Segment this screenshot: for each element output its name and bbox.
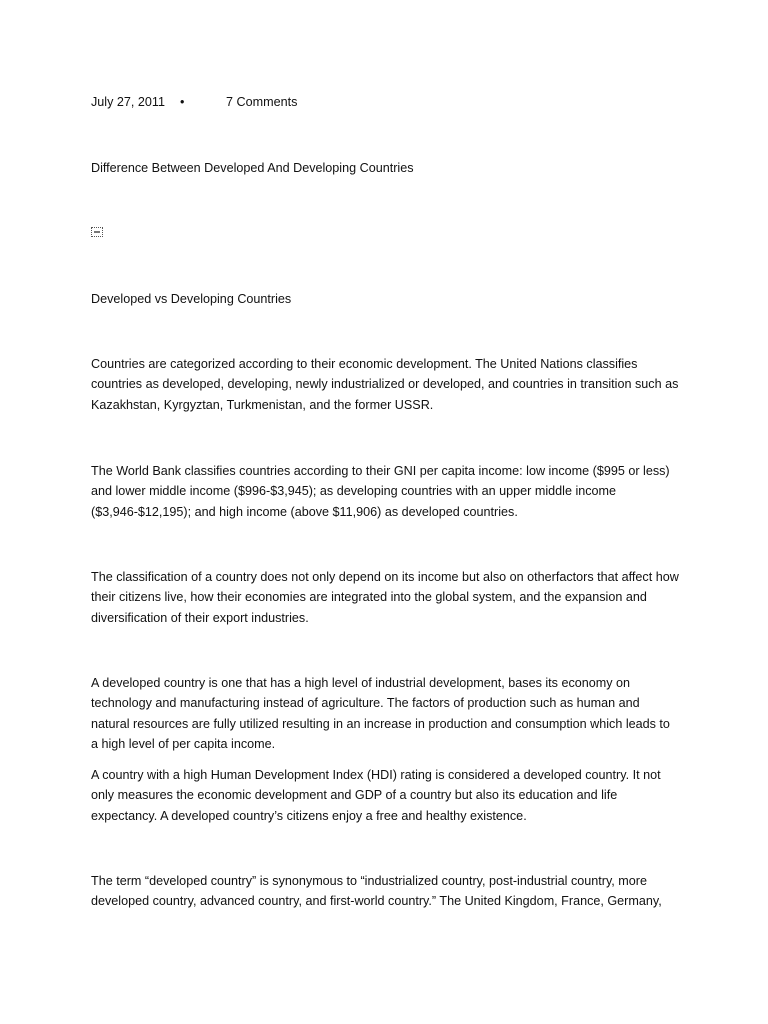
article-title: Difference Between Developed And Developing Countries	[91, 161, 414, 175]
bullet-separator: •	[180, 95, 185, 109]
comments-link[interactable]: 7 Comments	[226, 95, 298, 109]
post-meta	[91, 94, 297, 110]
paragraph-2: The World Bank classifies countries according to their GNI per capita income: low income ($995 or less) and lower middle income ($996-$3,945); as developing countries with an upper middle income ($3,946-$12,195); and high income (above $11,906) as developed countries.	[91, 464, 670, 519]
article-subtitle: Developed vs Developing Countries	[91, 292, 292, 306]
paragraph-5: A country with a high Human Development Index (HDI) rating is considered a developed country. It not only measures the economic development and GDP of a country but also its education and life expectancy. A developed country’s citizens enjoy a free and healthy existence.	[91, 768, 661, 823]
paragraph-1: Countries are categorized according to their economic development. The United Nations classifies countries as developed, developing, newly industrialized or developed, and countries in transition such as Kazakhstan, Kyrgyztan, Turkmenistan, and the former USSR.	[91, 357, 679, 412]
broken-image-icon	[91, 227, 103, 237]
post-date: July 27, 2011	[91, 95, 165, 109]
paragraph-3: The classification of a country does not only depend on its income but also on otherfactors that affect how their citizens live, how their economies are integrated into the global system, and the expansion and diversification of their export industries.	[91, 570, 679, 625]
paragraph-4: A developed country is one that has a high level of industrial development, bases its economy on technology and manufacturing instead of agriculture. The factors of production such as human and natural resources are fully utilized resulting in an increase in production and consumption which leads to a high level of per capita income.	[91, 676, 670, 752]
paragraph-6: The term “developed country” is synonymous to “industrialized country, post-industrial country, more developed country, advanced country, and first-world country.” The United Kingdom, France, Germany,	[91, 874, 662, 909]
